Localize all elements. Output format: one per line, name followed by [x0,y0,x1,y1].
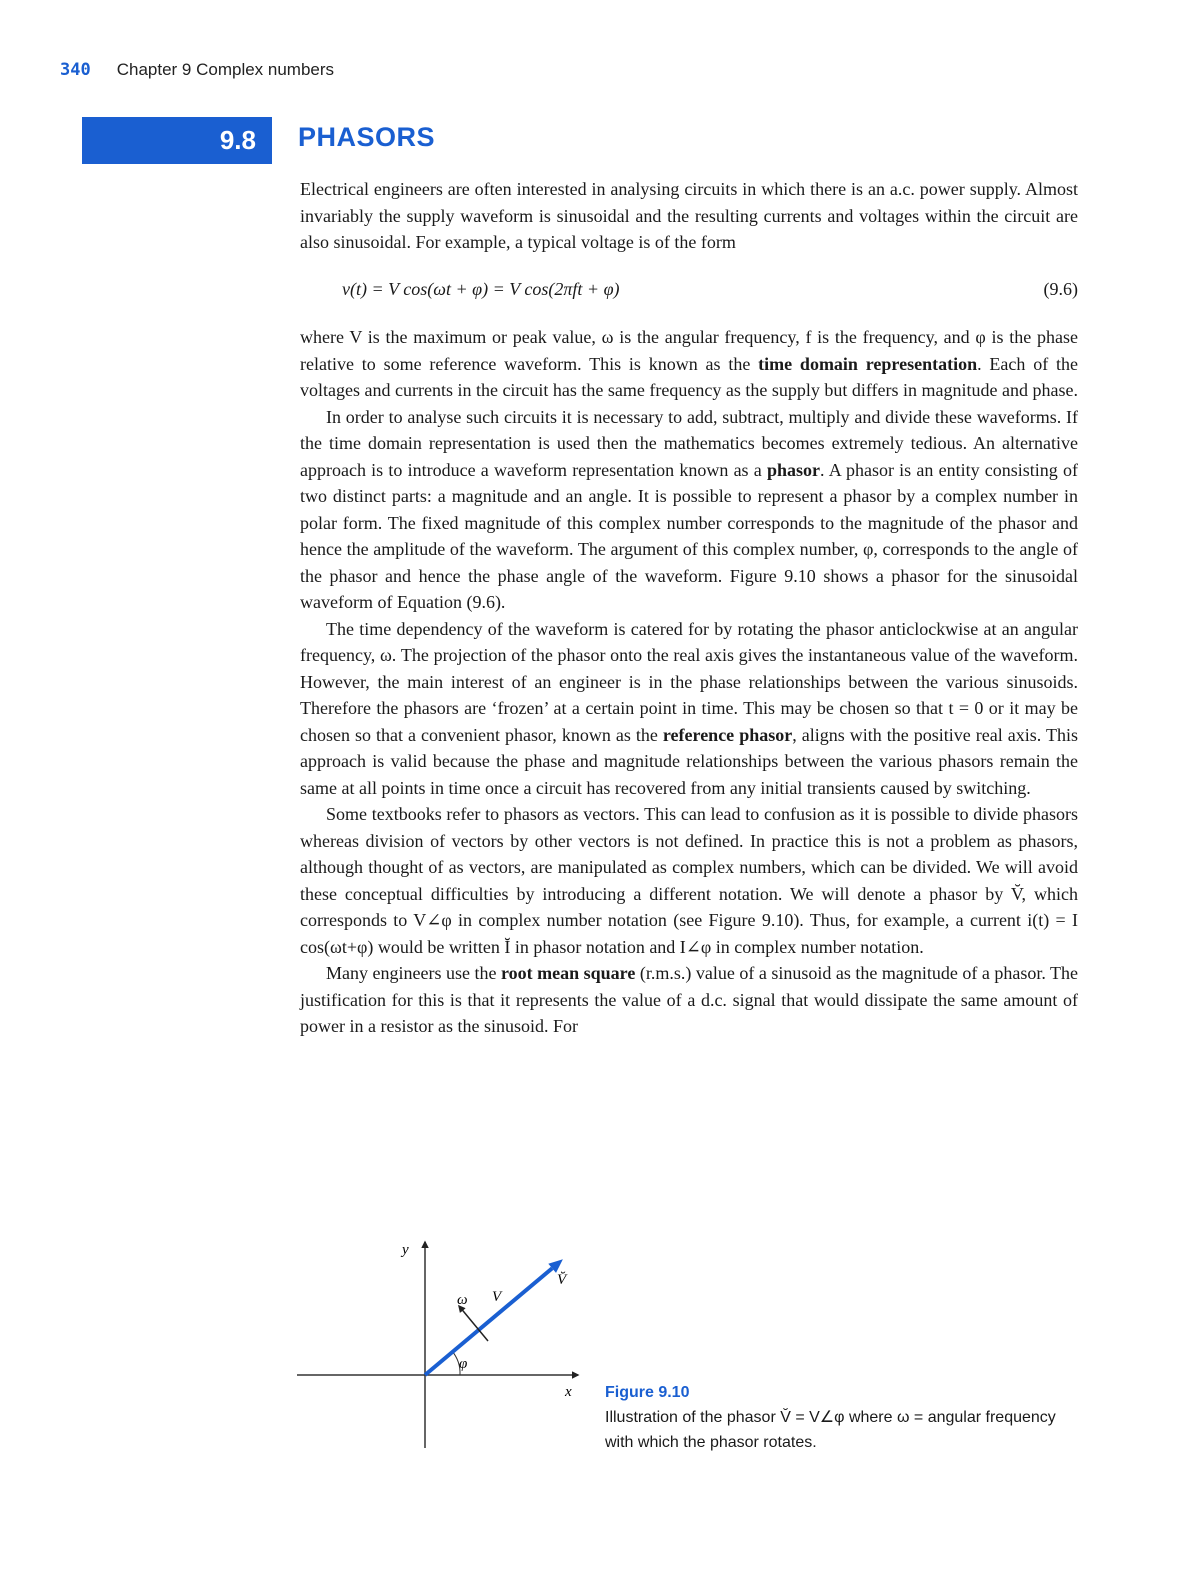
section-number: 9.8 [219,125,256,155]
page-header [60,60,334,86]
figure-caption-text: Illustration of the phasor V̆ = V∠φ where ω = angular frequency with which the phasor rotates. [605,1409,1056,1451]
equation-9-6 [300,276,1078,303]
paragraph-rms: Many engineers use the root mean square (r.m.s.) value of a sinusoid as the magnitude of a phasor. The justification for this is that it represents the value of a d.c. signal that would dissipate the same amount of power in a resistor as the sinusoid. For [300,963,1079,1036]
figure-caption [605,1380,1075,1455]
paragraph-intro: Electrical engineers are often interested in analysing circuits in which there is an a.c. power supply. Almost invariably the supply waveform is sinusoidal and the resulting currents and voltages within the circuit are also sinusoidal. For example, a typical voltage is of the form [300,179,1078,252]
page-number: 340 [60,60,91,80]
omega-label: ω [457,1292,468,1308]
section-number-bar [82,117,272,164]
paragraph-phasor: In order to analyse such circuits it is necessary to add, subtract, multiply and divide these waveforms. If the time domain representation is used then the mathematics becomes extremely tedious. An alternative approach is to introduce a waveform representation known as a phasor. A phasor is an entity consisting of two distinct parts: a magnitude and an angle. It is possible to represent a phasor by a complex number in polar form. The fixed magnitude of this complex number corresponds to the magnitude of the phasor and hence the amplitude of the waveform. The argument of this complex number, φ, corresponds to the angle of the phasor and hence the phase angle of the waveform. Figure 9.10 shows a phasor for the sinusoidal waveform of Equation (9.6). [300,406,1079,612]
magnitude-label: V [492,1289,502,1305]
equation-expression: v(t) = V cos(ωt + φ) = V cos(2πft + φ) [342,278,620,299]
x-axis-label: x [565,1384,572,1400]
y-axis-label: y [402,1242,409,1258]
phasor-figure [295,1238,595,1453]
figure-label: Figure 9.10 [605,1384,690,1401]
section-title: PHASORS [298,122,436,152]
paragraph-time-domain: where V is the maximum or peak value, ω is the angular frequency, f is the frequency, and φ is the phase relative to some reference waveform. This is known as the time domain representation. Each of the voltages and currents in the circuit has the same frequency as the supply but differs in magnitude and phase. [300,327,1078,400]
term-time-domain: time domain representation [758,353,978,374]
term-rms: root mean square [500,963,636,983]
phasor-label: V̆ [557,1272,567,1288]
term-reference-phasor: reference phasor [662,724,793,745]
phasor-vector [425,1268,552,1375]
phi-label: φ [459,1356,468,1372]
equation-number: (9.6) [1043,278,1078,299]
paragraph-time-dependency: The time dependency of the waveform is catered for by rotating the phasor anticlockwise at an angular frequency, ω. The projection of the phasor onto the real axis gives the instantaneous value of the waveform. However, the main interest of an engineer is in the phase relationships between the various sinusoids. Therefore the phasors are ‘frozen’ at a certain point in time. This may be chosen so that t = 0 or it may be chosen so that a convenient phasor, known as the reference phasor, aligns with the positive real axis. This approach is valid because the phase and magnitude relationships between the various phasors remain the same at all points in time once a circuit has recovered from any initial transients caused by switching. [300,618,1078,798]
term-phasor: phasor [767,459,821,480]
paragraph-vectors: Some textbooks refer to phasors as vectors. This can lead to confusion as it is possible to divide phasors whereas division of vectors by other vectors is not defined. In practice this is not a problem as phasors, although thought of as vectors, are manipulated as complex numbers, which can be divided. We will avoid these conceptual difficulties by introducing a different notation. We will denote a phasor by V̆, which corresponds to V∠φ in complex number notation (see Figure 9.10). Thus, for example, a current i(t) = I cos(ωt+φ) would be written Ĭ in phasor notation and I∠φ in complex number notation. [300,804,1078,957]
chapter-title: Chapter 9 Complex numbers [116,60,335,79]
body-text [300,176,1078,1040]
